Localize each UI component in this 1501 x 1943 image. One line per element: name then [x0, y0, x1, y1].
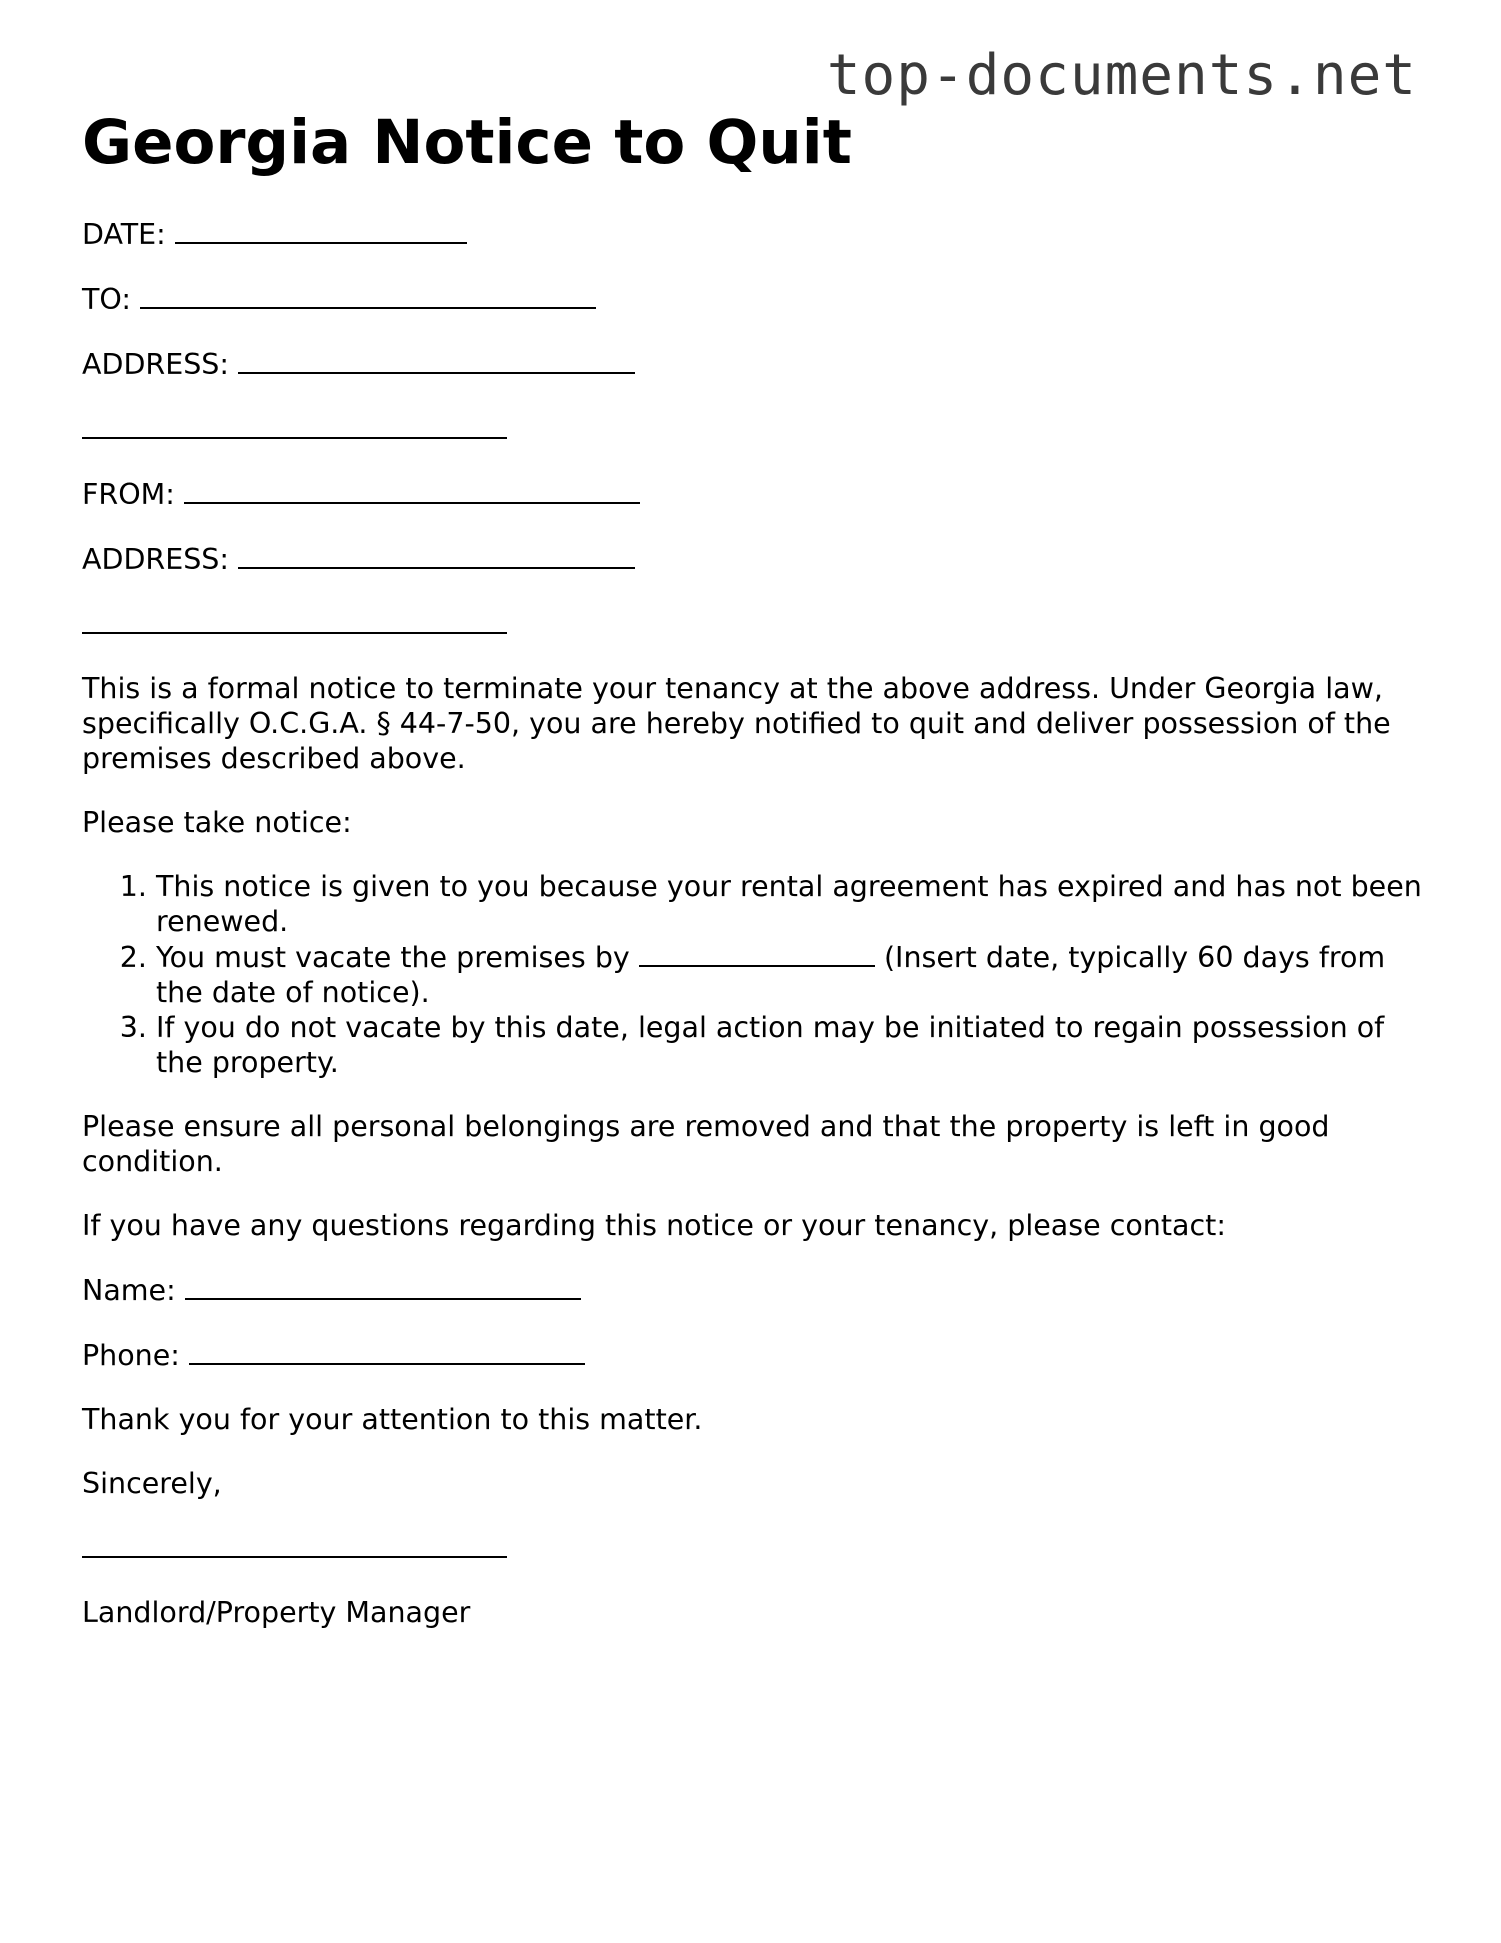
from-label: FROM: — [82, 478, 175, 511]
to-address-line2 — [82, 411, 1422, 447]
notice-item-3: 3. If you do not vacate by this date, legal action may be initiated to regain possession of the property. — [156, 1010, 1422, 1080]
watermark: top-documents.net — [826, 43, 1417, 108]
contact-name-label: Name: — [82, 1274, 176, 1307]
to-address-blank-2[interactable] — [82, 411, 507, 439]
from-address-blank[interactable] — [238, 541, 635, 569]
document-body — [82, 216, 1422, 1630]
thanks-line: Thank you for your attention to this matter. — [82, 1403, 703, 1436]
to-field — [82, 281, 1422, 317]
belongings-paragraph: Please ensure all personal belongings are removed and that the property is left in good condition. — [82, 1110, 1330, 1178]
vacate-date-blank[interactable] — [639, 939, 875, 967]
document-page — [82, 107, 1422, 1630]
take-notice-heading: Please take notice: — [82, 806, 352, 839]
to-blank[interactable] — [140, 281, 596, 309]
contact-phone-label: Phone: — [82, 1339, 180, 1372]
notice-item-2-text-after: (Insert date, typically 60 days from the date of notice). — [156, 941, 1386, 1009]
date-blank[interactable] — [175, 216, 467, 244]
closing-line: Sincerely, — [82, 1467, 222, 1500]
signature-title: Landlord/Property Manager — [82, 1596, 471, 1629]
from-blank[interactable] — [184, 476, 640, 504]
notice-item-2-text-before: You must vacate the premises by — [156, 941, 630, 974]
to-address-field — [82, 346, 1422, 382]
from-address-line2 — [82, 606, 1422, 642]
page-title: Georgia Notice to Quit — [82, 107, 852, 178]
notice-list — [82, 869, 1422, 1080]
contact-name-field — [82, 1272, 1422, 1308]
from-address-label: ADDRESS: — [82, 543, 229, 576]
questions-paragraph: If you have any questions regarding this notice or your tenancy, please contact: — [82, 1209, 1226, 1242]
contact-phone-blank[interactable] — [189, 1337, 585, 1365]
from-address-blank-2[interactable] — [82, 606, 507, 634]
signature-blank[interactable] — [82, 1530, 507, 1558]
notice-item-1: 1. This notice is given to you because your rental agreement has expired and has not been renewed. — [156, 869, 1422, 939]
to-label: TO: — [82, 283, 131, 316]
to-address-blank[interactable] — [238, 346, 635, 374]
contact-phone-field — [82, 1337, 1422, 1373]
contact-name-blank[interactable] — [185, 1272, 581, 1300]
signature-line — [82, 1530, 1422, 1566]
date-label: DATE: — [82, 218, 166, 251]
to-address-label: ADDRESS: — [82, 348, 229, 381]
intro-paragraph: This is a formal notice to terminate your tenancy at the above address. Under Georgia law, specifically O.C.G.A. § 44-7-50, you are hereby notified to quit and deliver possession of the premises described above. — [82, 672, 1391, 775]
from-field — [82, 476, 1422, 512]
notice-item-2 — [156, 939, 1422, 1010]
from-address-field — [82, 541, 1422, 577]
date-field — [82, 216, 1422, 252]
